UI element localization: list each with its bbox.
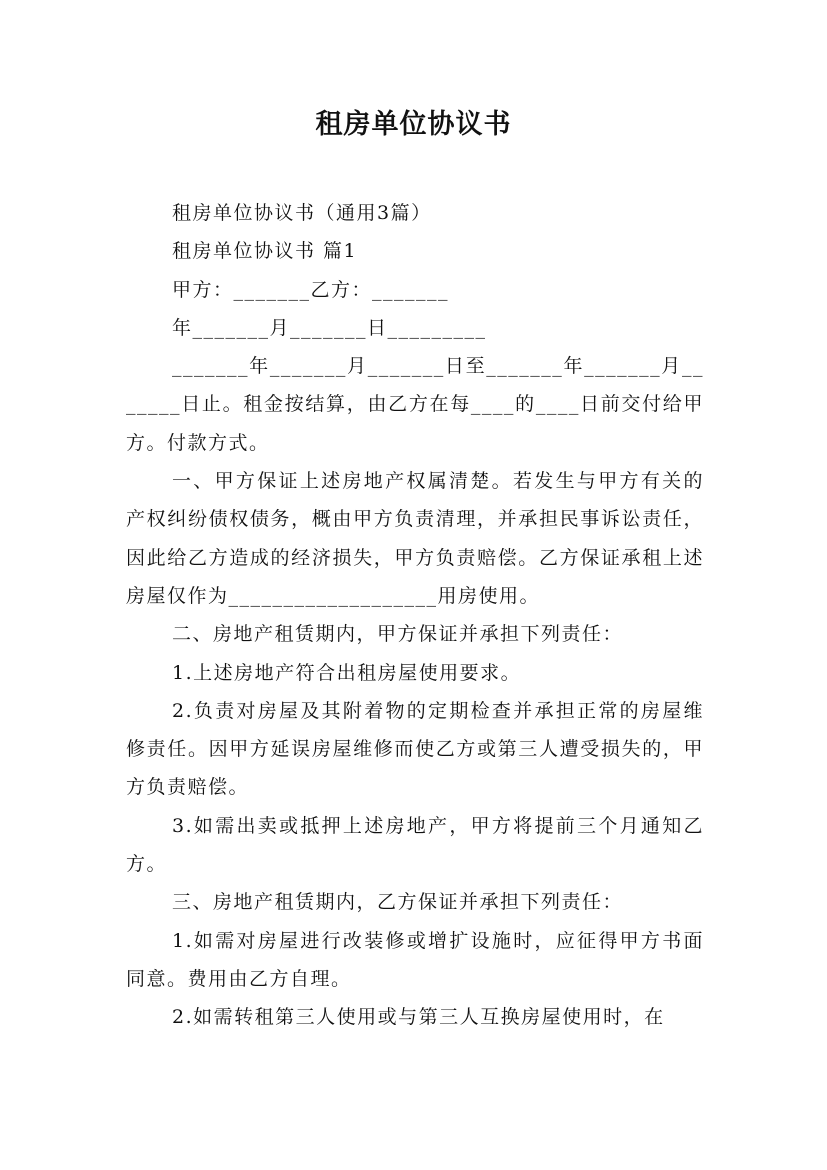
paragraph-parties: 甲方：_______乙方：_______ bbox=[172, 278, 450, 301]
paragraph-clause-2: 二、房地产租赁期内，甲方保证并承担下列责任： bbox=[172, 623, 624, 646]
paragraph-clause-1: 一、甲方保证上述房地产权属清楚。若发生与甲方有关的产权纠纷债权债务，概由甲方负责清理，并承担民事诉讼责任，因此给乙方造成的经济损失，甲方负责赔偿。乙方保证承租上述房屋仅作为___________________用房使用。 bbox=[126, 470, 704, 607]
paragraph-clause-3-item-2: 2.如需转租第三人使用或与第三人互换房屋使用时，在 bbox=[172, 1006, 665, 1029]
paragraph-clause-2-item-2: 2.负责对房屋及其附着物的定期检查并承担正常的房屋维修责任。因甲方延误房屋维修而使乙方或第三人遭受损失的，甲方负责赔偿。 bbox=[126, 699, 704, 799]
document-title: 租房单位协议书 bbox=[315, 109, 512, 140]
paragraph-section-heading: 租房单位协议书 篇1 bbox=[172, 240, 358, 263]
paragraph-clause-2-item-3: 3.如需出卖或抵押上述房地产，甲方将提前三个月通知乙方。 bbox=[126, 814, 704, 876]
paragraph-clause-3: 三、房地产租赁期内，乙方保证并承担下列责任： bbox=[172, 891, 624, 914]
paragraph-date: 年_______月_______日_________ bbox=[172, 316, 487, 339]
paragraph-clause-3-item-1: 1.如需对房屋进行改装修或增扩设施时，应征得甲方书面同意。费用由乙方自理。 bbox=[126, 929, 704, 990]
document-body bbox=[126, 194, 704, 1037]
paragraph-clause-2-item-1: 1.上述房地产符合出租房屋使用要求。 bbox=[172, 661, 522, 684]
paragraph-subtitle: 租房单位协议书（通用3篇） bbox=[172, 202, 432, 224]
paragraph-lease-term: _______年_______月_______日至_______年_______月_______日止。租金按结算，由乙方在每____的____日前交付给甲方。付款方式。 bbox=[126, 355, 704, 454]
